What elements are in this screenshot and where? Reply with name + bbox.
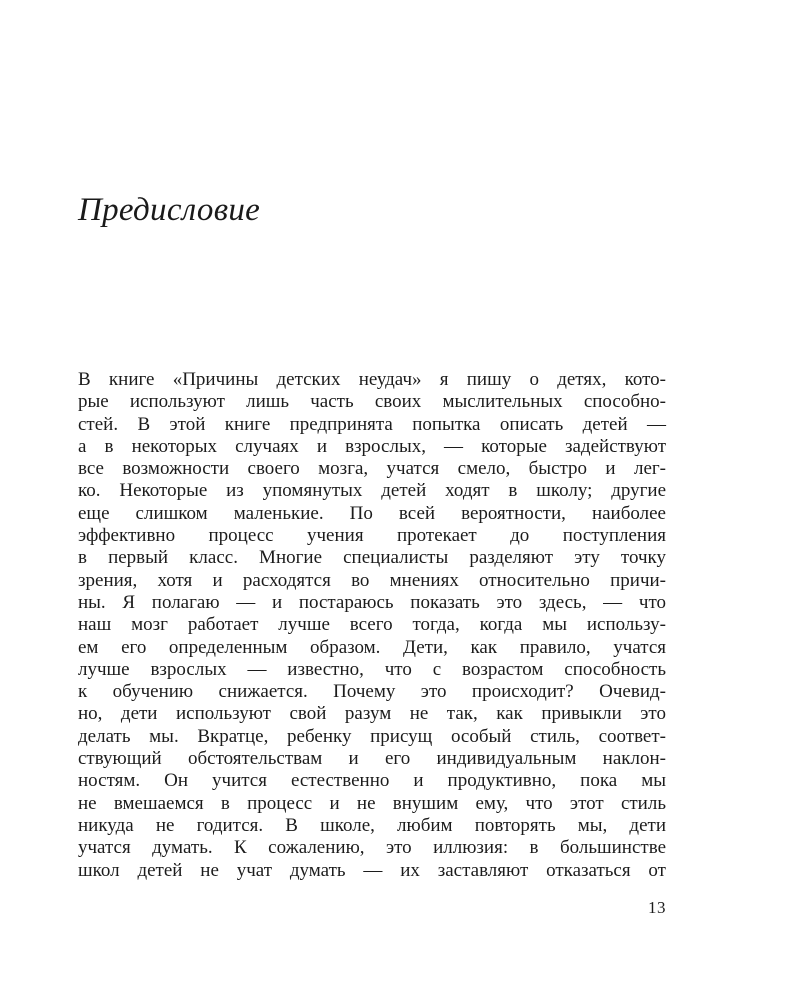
text-line: ко. Некоторые из упомянутых детей ходят в школу; другие [78, 480, 666, 502]
text-line: школ детей не учат думать — их заставляют отказаться от [78, 859, 666, 881]
text-line: никуда не годится. В школе, любим повторять мы, дети [78, 814, 666, 836]
text-line: В книге «Причины детских неудач» я пишу о детях, кото- [78, 369, 666, 390]
text-line: делать мы. Вкратце, ребенку присущ особый стиль, соответ- [78, 725, 666, 747]
text-line: стей. В этой книге предпринята попытка описать детей — [78, 413, 666, 435]
text-line: ем его определенным образом. Дети, как правило, учатся [78, 636, 666, 658]
text-line: в первый класс. Многие специалисты разделяют эту точку [78, 547, 666, 569]
text-line: эффективно процесс учения протекает до поступления [78, 525, 666, 547]
text-line: ствующий обстоятельствам и его индивидуальным наклон- [78, 748, 666, 770]
text-line: к обучению снижается. Почему это происходит? Очевид- [78, 681, 666, 703]
text-line: учатся думать. К сожалению, это иллюзия: в большинстве [78, 837, 666, 859]
page-number: 13 [648, 898, 666, 917]
text-line: ны. Я полагаю — и постараюсь показать это здесь, — что [78, 591, 666, 613]
text-line: еще слишком маленькие. По всей вероятности, наиболее [78, 502, 666, 524]
text-line: но, дети используют свой разум не так, как привыкли это [78, 703, 666, 725]
chapter-title: Предисловие [78, 192, 261, 228]
text-line: все возможности своего мозга, учатся смело, быстро и лег- [78, 458, 666, 480]
text-line: зрения, хотя и расходятся во мнениях относительно причи- [78, 569, 666, 591]
text-line: а в некоторых случаях и взрослых, — которые задействуют [78, 435, 666, 457]
text-line: не вмешаемся в процесс и не внушим ему, что этот стиль [78, 792, 666, 814]
text-line: лучше взрослых — известно, что с возрастом способность [78, 658, 666, 680]
body-text [78, 369, 666, 882]
text-line: наш мозг работает лучше всего тогда, когда мы использу- [78, 614, 666, 636]
text-line: рые используют лишь часть своих мыслительных способно- [78, 391, 666, 413]
text-line: ностям. Он учится естественно и продуктивно, пока мы [78, 770, 666, 792]
